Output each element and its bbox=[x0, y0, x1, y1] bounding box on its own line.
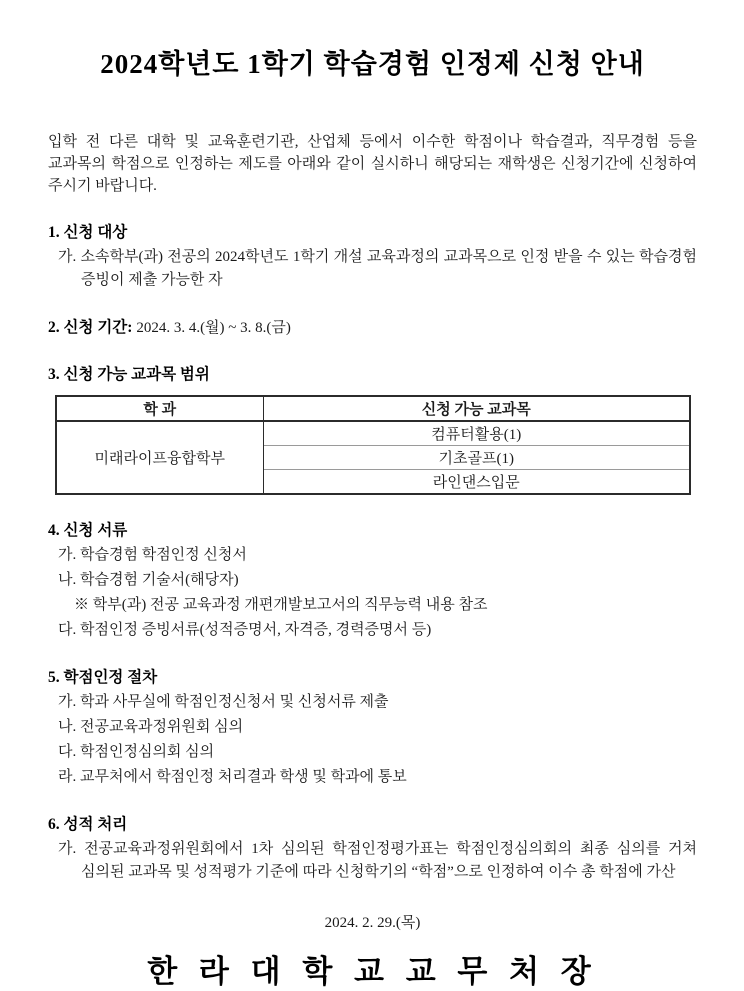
section-grade-processing bbox=[48, 814, 697, 884]
table-cell-course: 컴퓨터활용(1) bbox=[431, 427, 522, 443]
list-item: 가. 전공교육과정위원회에서 1차 심의된 학점인정평가표는 학점인정심의회의 최종 심의를 거쳐 심의된 교과목 및 성적평가 기준에 따라 신청학기의 “학점”으로 인정하여 이수 총 학점에 가산 bbox=[58, 841, 697, 880]
list-item: 나. 전공교육과정위원회 심의 bbox=[58, 719, 244, 735]
section-4-heading: 4. 신청 서류 bbox=[48, 522, 128, 539]
section-application-period bbox=[48, 317, 697, 339]
table-header-row bbox=[56, 396, 690, 421]
section-application-documents bbox=[48, 520, 697, 642]
section-credit-procedure bbox=[48, 667, 697, 789]
section-2-heading-label: 2. 신청 기간: bbox=[48, 319, 133, 336]
section-2-heading bbox=[48, 317, 697, 339]
table-cell-department: 미래라이프융합학부 bbox=[56, 421, 263, 494]
issuer-signature: 한 라 대 학 교 교 무 처 장 bbox=[147, 954, 598, 989]
notice-date: 2024. 2. 29.(목) bbox=[324, 915, 421, 931]
intro-paragraph: 입학 전 다른 대학 및 교육훈련기관, 산업체 등에서 이수한 학점이나 학습결과, 직무경험 등을 교과목의 학점으로 인정하는 제도를 아래와 같이 실시하니 해당되는 재학생은 신청기간에 신청하여 주시기 바랍니다. bbox=[48, 134, 697, 194]
section-1-heading: 1. 신청 대상 bbox=[48, 224, 128, 241]
table-cell-course: 기초골프(1) bbox=[263, 446, 690, 470]
document-title: 2024학년도 1학기 학습경험 인정제 신청 안내 bbox=[100, 49, 645, 79]
list-item: 나. 학습경험 기술서(해당자) bbox=[58, 572, 239, 588]
list-item: 다. 학점인정심의회 심의 bbox=[58, 744, 215, 760]
section-5-heading: 5. 학점인정 절차 bbox=[48, 669, 158, 686]
course-table bbox=[55, 395, 691, 495]
list-item: 가. 소속학부(과) 전공의 2024학년도 1학기 개설 교육과정의 교과목으로 인정 받을 수 있는 학습경험 증빙이 제출 가능한 자 bbox=[58, 249, 697, 288]
list-item: 가. 학습경험 학점인정 신청서 bbox=[58, 547, 247, 563]
section-course-scope bbox=[48, 364, 697, 495]
table-cell-course: 라인댄스입문 bbox=[263, 470, 690, 495]
section-3-heading: 3. 신청 가능 교과목 범위 bbox=[48, 366, 210, 383]
table-header-department: 학 과 bbox=[56, 396, 263, 421]
section-application-target bbox=[48, 222, 697, 292]
list-item: 다. 학점인정 증빙서류(성적증명서, 자격증, 경력증명서 등) bbox=[58, 622, 432, 638]
list-item: 라. 교무처에서 학점인정 처리결과 학생 및 학과에 통보 bbox=[58, 769, 407, 785]
table-header-courses: 신청 가능 교과목 bbox=[263, 396, 690, 421]
application-period-value: 2024. 3. 4.(월) ~ 3. 8.(금) bbox=[136, 320, 291, 336]
list-item: 가. 학과 사무실에 학점인정신청서 및 신청서류 제출 bbox=[58, 694, 389, 710]
list-item-note: ※ 학부(과) 전공 교육과정 개편개발보고서의 직무능력 내용 참조 bbox=[74, 597, 488, 613]
section-6-heading: 6. 성적 처리 bbox=[48, 816, 128, 833]
table-row bbox=[56, 421, 690, 446]
